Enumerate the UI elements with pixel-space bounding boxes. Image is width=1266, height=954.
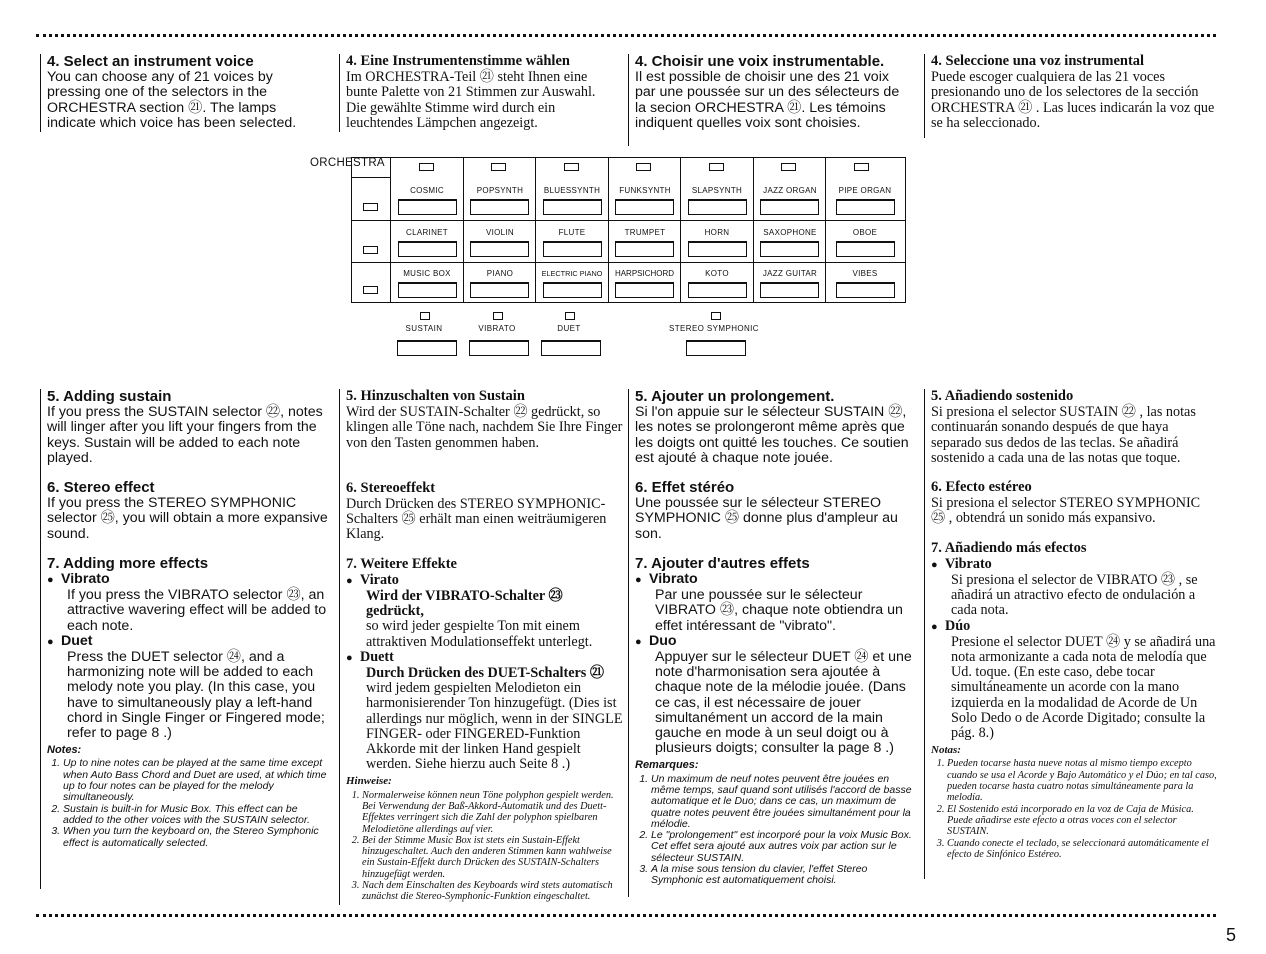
duet-lamp <box>565 312 575 320</box>
voice-selector[interactable] <box>543 282 602 298</box>
voice-label: POPSYNTH <box>476 186 524 195</box>
page-number: 5 <box>1225 925 1236 945</box>
section-body: You can choose any of 21 voices by pressing one of the selectors in the ORCHESTRA section ㉑. The lamps indicate which voice has been selected. <box>47 69 297 131</box>
stereo-symphonic-lamp <box>711 312 721 320</box>
panel-divider <box>352 220 905 221</box>
top-en-block <box>40 54 325 132</box>
duet-item <box>945 619 1217 742</box>
voice-label: PIANO <box>486 269 514 278</box>
fr-column <box>628 389 915 897</box>
sustain-section <box>47 389 329 466</box>
note-item: 2. Le "prolongement" est incorporé pour la voix Music Box. Cet effet sera ajouté aux autres voix par action sur le sélecteur SUSTAIN. <box>651 830 915 864</box>
row-lamp <box>363 203 378 211</box>
panel-divider <box>680 158 681 302</box>
stereo-symphonic-selector[interactable] <box>686 340 746 356</box>
section-title: 4. Eine Instrumentenstimme wählen <box>346 53 570 69</box>
section-title: 6. Stereo effect <box>47 479 155 497</box>
voice-label: JAZZ GUITAR <box>762 269 818 278</box>
note-item: 2. Sustain is built-in for Music Box. This effect can be added to the other voices with the SUSTAIN selector. <box>63 804 329 827</box>
voice-label: VIOLIN <box>485 228 515 237</box>
voice-label: HARPSICHORD <box>614 269 675 278</box>
section-body: Il est possible de choisir une des 21 voix par une poussée sur un des sélecteurs de la secion ORCHESTRA ㉑. Les témoins indiquent quelles voix sont choisies. <box>635 69 900 131</box>
item-body: If you press the VIBRATO selector ㉓, an attractive wavering effect will be added to each note. <box>67 587 327 634</box>
top-de-block <box>339 54 618 132</box>
voice-selector[interactable] <box>836 241 895 257</box>
section-body: If you press the SUSTAIN selector ㉒, notes will linger after you lift your fingers from the keys. Sustain will be added to each note played. <box>47 404 323 466</box>
voice-label: TRUMPET <box>624 228 666 237</box>
section-body: Im ORCHESTRA-Teil ㉑ steht Ihnen eine bunte Palette von 21 Stimmen zur Auswahl. Die gewählte Stimme wird durch ein leuchtendes Lämpchen angezeigt. <box>346 69 596 131</box>
duet-item <box>61 634 329 741</box>
voice-label: SLAPSYNTH <box>691 186 743 195</box>
voice-label: PIPE ORGAN <box>838 186 892 195</box>
duet-selector[interactable] <box>541 340 601 356</box>
sustain-section <box>635 389 915 466</box>
effects-section <box>635 556 915 887</box>
voice-label: VIBES <box>852 269 878 278</box>
sustain-label: SUSTAIN <box>405 324 443 333</box>
item-lead: Wird der VIBRATO-Schalter ㉓ gedrückt, <box>366 588 563 620</box>
es-column <box>924 389 1217 879</box>
note-item: 1. Un maximum de neuf notes peuvent être jouées en même temps, sauf quand sont utilisés l'accord de basse automatique et le Duo; dans ce cas, un maximum de quatre notes peuvent être jouées simultanément pour la mélodie. <box>651 774 915 830</box>
top-es-block <box>924 54 1217 138</box>
note-item: 1. Up to nine notes can be played at the same time except when Auto Bass Chord and Duet are used, at which time up to four notes can be played for the melody simultaneously. <box>63 758 329 803</box>
voice-selector[interactable] <box>760 241 819 257</box>
voice-selector[interactable] <box>398 199 457 215</box>
voice-selector[interactable] <box>615 282 674 298</box>
voice-label: FLUTE <box>558 228 586 237</box>
notes-title: Hinweise: <box>346 775 392 788</box>
voice-selector[interactable] <box>836 199 895 215</box>
sustain-lamp <box>420 312 430 320</box>
item-lead: Durch Drücken des DUET-Schalters ㉑ <box>366 665 605 682</box>
stereo-section <box>346 481 624 543</box>
voice-selector[interactable] <box>543 199 602 215</box>
section-body: Si presiona el selector SUSTAIN ㉒ , las notas continuarán sonando después de que haya separado sus dedos de las teclas. Se añadirá sostenido a cada una de las notas que toque. <box>931 404 1196 466</box>
voice-selector[interactable] <box>543 241 602 257</box>
item-label: ● Duet <box>47 634 329 650</box>
top-dotted-rule <box>36 34 1216 37</box>
sustain-section <box>346 389 624 451</box>
note-item: 1. Normalerweise können neun Töne polyphon gespielt werden. Bei Verwendung der Baß-Akkord-Automatik und des Duett-Effektes verringert sich die Zahl der polyphon spielbaren Melodietöne allerdings auf vier. <box>362 790 624 835</box>
section-body: If you press the STEREO SYMPHONIC selector ㉕, you will obtain a more expansive sound. <box>47 495 328 542</box>
voice-selector[interactable] <box>760 282 819 298</box>
top-fr-block <box>628 54 907 146</box>
item-label: ● Dúo <box>931 619 1217 635</box>
effects-section <box>47 556 329 849</box>
section-title: 7. Adding more effects <box>47 554 209 572</box>
voice-label: MUSIC BOX <box>403 269 451 278</box>
notes-title: Notas: <box>931 744 961 757</box>
item-label: ● Duo <box>635 634 915 650</box>
voice-label: KOTO <box>705 269 729 278</box>
section-title: 4. Seleccione una voz instrumental <box>931 53 1145 69</box>
effects-section <box>931 541 1217 861</box>
section-title: 5. Hinzuschalten von Sustain <box>346 388 525 404</box>
vibrato-item <box>649 572 915 634</box>
notes-list <box>931 758 1217 860</box>
de-column <box>339 389 624 905</box>
orchestra-label: ORCHESTRA <box>310 157 385 169</box>
voice-selector[interactable] <box>688 199 747 215</box>
voice-selector[interactable] <box>398 241 457 257</box>
item-body <box>366 589 624 650</box>
panel-divider <box>535 158 536 302</box>
duet-item <box>649 634 915 757</box>
voice-label: OBOE <box>852 228 878 237</box>
voice-label: HORN <box>704 228 730 237</box>
voice-selector[interactable] <box>760 199 819 215</box>
note-item: 2. Bei der Stimme Music Box ist stets ein Sustain-Effekt hinzugeschaltet. Auch den anderen Stimmen kann wahlweise ein Sustain-Effekt durch Drücken des SUSTAIN-Schalters hinzugefügt werden. <box>362 835 624 880</box>
section-title: 7. Ajouter d'autres effets <box>635 554 810 572</box>
vibrato-lamp <box>493 312 503 320</box>
item-label: ● Vibrato <box>47 572 329 588</box>
section-title: 6. Efecto estéreo <box>931 479 1032 496</box>
voice-label: JAZZ ORGAN <box>763 186 817 195</box>
item-text: so wird jeder gespielte Ton mit einem attraktiven Modulationseffekt unterlegt. <box>366 618 593 650</box>
item-body: Si presiona el selector de VIBRATO ㉓ , se añadirá un atractivo efecto de ondulación a cada nota. <box>951 572 1198 619</box>
sustain-selector[interactable] <box>397 340 457 356</box>
vibrato-selector[interactable] <box>469 340 529 356</box>
stereo-section <box>931 480 1217 527</box>
vibrato-item <box>360 573 624 650</box>
stereo-section <box>635 480 915 542</box>
section-title: 5. Añadiendo sostenido <box>931 388 1074 404</box>
panel-divider <box>753 158 754 302</box>
section-title: 4. Select an instrument voice <box>47 53 254 70</box>
voice-label: ELECTRIC PIANO <box>541 269 603 278</box>
section-title: 5. Adding sustain <box>47 388 172 405</box>
item-body <box>366 666 624 772</box>
voice-selector[interactable] <box>615 199 674 215</box>
panel-divider <box>390 158 391 302</box>
vibrato-label: VIBRATO <box>478 324 516 333</box>
row-lamp <box>363 286 378 294</box>
column-lamp <box>709 163 724 171</box>
panel-divider <box>825 158 826 302</box>
notes-list <box>47 758 329 848</box>
column-lamp <box>636 163 651 171</box>
item-body: Appuyer sur le sélecteur DUET ㉔ et une note d'harmonisation sera ajoutée à chaque note de la mélodie jouée. (Dans ce cas, il est nécessaire de jouer simultanément un accord de la main gauche en mode à un seul doigt ou à plusieurs doigts; consulter la page 8 .) <box>655 649 912 757</box>
notes-list <box>346 790 624 903</box>
stereo-section <box>47 480 329 542</box>
voice-label: COSMIC <box>410 186 444 195</box>
note-item: 3. When you turn the keyboard on, the Stereo Symphonic effect is automatically selected. <box>63 826 329 849</box>
note-item: 3. Nach dem Einschalten des Keyboards wird stets automatisch zunächst die Stereo-Symphonic-Funktion eingeschaltet. <box>362 880 624 903</box>
item-body: Presione el selector DUET ㉔ y se añadirá una nota armonizante a cada nota de melodía que Ud. toque. (En este caso, debe tocar simultáneamente un acorde con la mano izquierda en la modalidad de Acorde de Un Solo Dedo o de Acorde Digitado; consulte la pág. 8.) <box>951 633 1216 742</box>
voice-selector[interactable] <box>615 241 674 257</box>
section-body: Si presiona el selector STEREO SYMPHONIC ㉕ , obtendrá un sonido más expansivo. <box>931 495 1201 527</box>
bottom-dotted-rule <box>36 914 1216 917</box>
voice-selector[interactable] <box>470 282 529 298</box>
duet-item <box>360 650 624 773</box>
notes-list <box>635 774 915 887</box>
column-lamp <box>564 163 579 171</box>
section-title: 5. Ajouter un prolongement. <box>635 388 835 405</box>
voice-selector[interactable] <box>836 282 895 298</box>
voice-label: CLARINET <box>406 228 448 237</box>
panel-divider <box>352 177 390 178</box>
vibrato-item <box>61 572 329 634</box>
section-body: Wird der SUSTAIN-Schalter ㉒ gedrückt, so klingen alle Töne nach, nachdem Sie Ihre Finger von den Tasten genommen haben. <box>346 404 623 451</box>
voice-selector[interactable] <box>688 241 747 257</box>
panel-divider <box>608 158 609 302</box>
voice-selector[interactable] <box>688 282 747 298</box>
sustain-section <box>931 389 1217 466</box>
orchestra-panel <box>351 157 906 303</box>
column-lamp <box>781 163 796 171</box>
voice-selector[interactable] <box>470 199 529 215</box>
voice-selector[interactable] <box>398 282 457 298</box>
note-item: 3. A la mise sous tension du clavier, l'effet Stereo Symphonic est automatiquement choisi. <box>651 864 915 887</box>
panel-divider <box>352 262 905 263</box>
section-body: Puede escoger cualquiera de las 21 voces presionando uno de los selectores de la sección ORCHESTRA ㉑ . Las luces indicarán la voz que se ha seleccionado. <box>931 69 1215 131</box>
stereo-symphonic-label: STEREO SYMPHONIC <box>669 324 759 333</box>
item-label: ● Virato <box>346 573 624 589</box>
duet-label: DUET <box>557 324 581 333</box>
notes-title: Notes: <box>47 744 82 757</box>
section-title: 6. Effet stéréo <box>635 479 735 497</box>
notes-title: Remarques: <box>635 759 699 772</box>
note-item: 3. Cuando conecte el teclado, se seleccionará automáticamente el efecto de Sinfónico Estéreo. <box>947 838 1217 861</box>
section-title: 7. Weitere Effekte <box>346 555 457 572</box>
column-lamp <box>419 163 434 171</box>
column-lamp <box>854 163 869 171</box>
section-title: 4. Choisir une voix instrumentable. <box>635 53 885 70</box>
item-label: ● Vibrato <box>931 557 1217 573</box>
item-text: wird jedem gespielten Melodieton ein harmonisierender Ton hinzugefügt. (Dies ist allerdings nur möglich, wenn in der SINGLE FINGER- oder FINGERED-Funktion Akkorde mit der linken Hand gespielt werden. Siehe hierzu auch Seite 8 .) <box>366 680 623 773</box>
section-title: 6. Stereoeffekt <box>346 479 436 496</box>
note-item: 1. Pueden tocarse hasta nueve notas al mismo tiempo excepto cuando se usa el Acorde y Bajo Automático y el Dúo; en tal caso, pueden tocarse hasta cuatro notas simultáneamente para la melodía. <box>947 758 1217 803</box>
panel-divider <box>463 158 464 302</box>
voice-selector[interactable] <box>470 241 529 257</box>
column-lamp <box>491 163 506 171</box>
item-label: ● Vibrato <box>635 572 915 588</box>
item-label: ● Duett <box>346 650 624 666</box>
voice-label: BLUESSYNTH <box>543 186 601 195</box>
en-column <box>40 389 329 889</box>
item-body: Par une poussée sur le sélecteur VIBRATO ㉓, chaque note obtiendra un effet intéressant de "vibrato". <box>655 587 903 634</box>
section-body: Si l'on appuie sur le sélecteur SUSTAIN ㉒, les notes se prolongeront même après que les doigts ont quitté les touches. Ce soutien est ajouté à chaque note jouée. <box>635 404 909 466</box>
item-body: Press the DUET selector ㉔, and a harmonizing note will be added to each melody note you play. (In this case, you have to simultaneously play a left-hand chord in Single Finger or Fingered mode; refer to page 8 .) <box>67 649 325 742</box>
voice-label: FUNKSYNTH <box>619 186 671 195</box>
row-lamp <box>363 246 378 254</box>
vibrato-item <box>945 557 1217 619</box>
note-item: 2. El Sostenido está incorporado en la voz de Caja de Música. Puede añadirse este efecto a otras voces con el selector SUSTAIN. <box>947 804 1217 838</box>
voice-label: SAXOPHONE <box>763 228 817 237</box>
section-body: Une poussée sur le sélecteur STEREO SYMPHONIC ㉕ donne plus d'ampleur au son. <box>635 495 898 542</box>
section-title: 7. Añadiendo más efectos <box>931 539 1087 556</box>
effects-section <box>346 557 624 903</box>
section-body: Durch Drücken des STEREO SYMPHONIC-Schalters ㉕ erhält man einen weiträumigeren Klang. <box>346 496 607 543</box>
